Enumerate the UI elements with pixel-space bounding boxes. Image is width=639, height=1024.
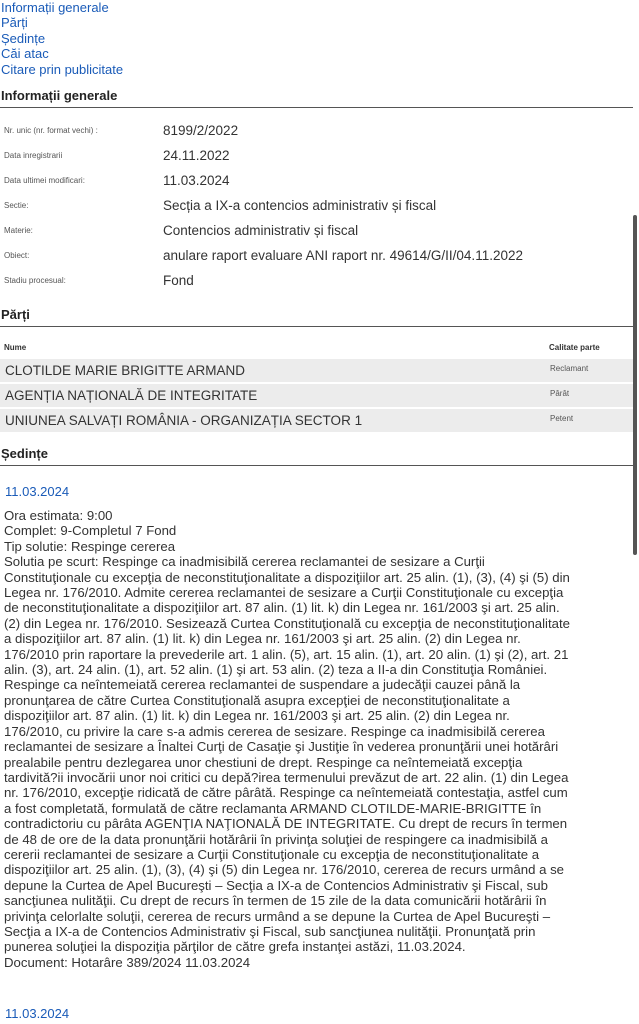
nav-link-informatii-generale[interactable]: Informații generale — [1, 0, 109, 15]
hearing-line: (2) din Legea nr. 176/2010. Sesizează Curtea Constituţională cu excepţia de neconstituţionalitate — [4, 615, 570, 631]
party-role: Petent — [550, 414, 574, 423]
nav-link-sedinte[interactable]: Ședințe — [1, 30, 46, 46]
hearing-line: de neconstituţionalitate a dispoziţiilor art. 87 alin. (1) lit. k) din Legea nr. 161/2003 şi art. 25 alin. — [4, 600, 560, 616]
hearing-line: Solutia pe scurt: Respinge ca inadmisibilă cererea reclamantei de sesizare a Curţii — [4, 554, 485, 570]
hearing-line: reclamantei de sesizare a Înaltei Curţi de Casaţie şi Justiţie în vederea pronunţării unei hotărâri — [4, 739, 559, 755]
table-row — [0, 359, 633, 383]
info-value: 11.03.2024 — [163, 173, 230, 188]
hearing-line: nr. 176/2010, excepţie ridicată de către pârâtă. Respinge ca neîntemeiată contestaţia, astfel cum — [4, 785, 568, 801]
info-value: anulare raport evaluare ANI raport nr. 49614/G/II/04.11.2022 — [163, 248, 523, 263]
table-row — [0, 384, 633, 408]
hearing-line: alin. (3), art. 24 alin. (1), art. 52 alin. (1) şi art. 53 alin. (2) teza a II-a din Constituţia României. — [4, 662, 548, 678]
hearing-line: Complet: 9-Completul 7 Fond — [4, 523, 177, 539]
nav-link-cai-atac[interactable]: Căi atac — [1, 46, 49, 62]
hearing-line: contradictoriu cu pârâta AGENŢIA NAŢIONALĂ DE INTEGRITATE. Cu drept de recurs în termen — [4, 816, 568, 832]
info-row-sectie — [0, 198, 633, 223]
info-value: Fond — [163, 273, 194, 288]
section-title-informatii-generale: Informații generale — [0, 88, 633, 108]
hearing-line: sancţiunea nulităţii. Cu drept de recurs în termen de 15 zile de la data comunicării hotărârii în — [4, 893, 547, 909]
info-label: Data inregistrarii — [4, 151, 63, 160]
info-label: Stadiu procesual: — [4, 276, 66, 285]
hearing-line: tardivită?ii invocării unor noi critici cu depă?irea termenului prevăzut de art. 22 alin. (1) din Legea — [4, 769, 569, 785]
hearing-line: punerea soluţiei la dispoziţia părţilor de către grefa instanţei astăzi, 11.03.2024. — [4, 939, 466, 955]
info-value: 8199/2/2022 — [163, 123, 239, 138]
table-row — [0, 409, 633, 433]
hearing-line: Secţia a IX-a de Contencios Administrativ şi Fiscal, sub sancţiunea nulităţii. Pronunţată prin — [4, 923, 536, 939]
hearing-line: cererii reclamantei de sesizare a Curţii Constituţionale cu excepţia de neconstituţionalitate a — [4, 846, 540, 862]
info-label: Data ultimei modificari: — [4, 176, 85, 185]
info-row-materie — [0, 223, 633, 248]
info-row-stadiu — [0, 273, 633, 298]
info-label: Obiect: — [4, 251, 30, 260]
hearing-line: Legea nr. 176/2010. Admite cererea reclamantei de sesizare a Curţii Constituţionale cu excepţia — [4, 585, 564, 601]
hearing-line: 176/2010 prin raportare la prevederile art. 1 alin. (5), art. 15 alin. (1), art. 20 alin. (1) şi (2), art. 21 — [4, 646, 569, 662]
hearing-line: depune la Curtea de Apel Bucureşti – Secţia a IX-a de Contencios Administrativ şi Fiscal, sub — [4, 877, 548, 893]
info-row-data-inregistrarii — [0, 148, 633, 173]
hearing-line: prealabile pentru dezlegarea unor chestiuni de drept. Respinge ca neîntemeiată excepţia — [4, 754, 523, 770]
section-title-parti: Părți — [0, 307, 633, 327]
nav-links — [0, 0, 639, 77]
info-row-nr-unic — [0, 123, 633, 148]
column-header-nume: Nume — [4, 343, 27, 352]
party-name: CLOTILDE MARIE BRIGITTE ARMAND — [5, 363, 246, 378]
nav-link-citare-publicitate[interactable]: Citare prin publicitate — [1, 61, 124, 77]
info-value: Secția a IX-a contencios administrativ și fiscal — [163, 198, 437, 213]
hearing-line: de 48 de ore de la data pronunţării hotărârii în privinţa soluţiei de respingere ca inadmisibilă a — [4, 831, 548, 847]
hearing-line: a fost completată, formulată de către reclamanta ARMAND CLOTILDE-MARIE-BRIGITTE în — [4, 800, 542, 816]
info-row-data-modificari — [0, 173, 633, 198]
column-header-calitate: Calitate parte — [549, 343, 600, 352]
party-name: AGENȚIA NAȚIONALĂ DE INTEGRITATE — [5, 388, 258, 403]
hearing-line: privinţa celorlalte soluţii, cererea de recurs urmând a se depune la Curtea de Apel Bucureşti – — [4, 908, 551, 924]
info-row-obiect — [0, 248, 633, 273]
hearing-date: 11.03.2024 — [5, 1006, 70, 1021]
hearing-line: dispoziţiilor art. 25 alin. (1), (3), (4) şi (5) din Legea nr. 176/2010, cererea de recurs urmând a se — [4, 862, 565, 878]
nav-link-parti[interactable]: Părți — [1, 15, 28, 31]
hearing-line: 176/2010, cu privire la care s-a admis cererea de sesizare. Respinge ca inadmisibilă cererea — [4, 723, 545, 739]
hearing-line: a dispoziţiilor art. 87 alin. (1) lit. k) din Legea nr. 161/2003 şi art. 25 alin. (2) din Legea nr. — [4, 631, 521, 647]
hearing-line: Respinge ca neîntemeiată cererea reclamantei de suspendare a judecăţii cauzei până la — [4, 677, 521, 693]
party-role: Pârât — [550, 389, 570, 398]
info-label: Nr. unic (nr. format vechi) : — [4, 126, 98, 135]
hearing-line: pronunţarea de către Curtea Constituţională asupra excepţiei de neconstituţionalitate a — [4, 692, 510, 708]
scrollbar[interactable] — [633, 215, 637, 555]
info-value: 24.11.2022 — [163, 148, 230, 163]
hearing-line: dispoziţiilor art. 87 alin. (1) lit. k) din Legea nr. 161/2003 şi art. 25 alin. (2) din Legea nr. — [4, 708, 510, 724]
section-title-sedinte: Ședințe — [0, 446, 633, 466]
hearing-line: Ora estimata: 9:00 — [4, 508, 113, 523]
party-role: Reclamant — [550, 364, 589, 373]
hearing-line: Constituţionale cu excepţia de neconstituţionalitate a dispoziţiilor art. 25 alin. (1), (3), (4) şi (5) din — [4, 569, 570, 585]
info-value: Contencios administrativ și fiscal — [163, 223, 359, 238]
hearing-document-line: Document: Hotarâre 389/2024 11.03.2024 — [4, 954, 251, 970]
info-label: Sectie: — [4, 201, 29, 210]
info-label: Materie: — [4, 226, 33, 235]
parti-table-header — [0, 337, 633, 359]
hearing-details — [4, 508, 632, 970]
hearing-line: Tip solutie: Respinge cererea — [4, 538, 176, 554]
party-name: UNIUNEA SALVAȚI ROMÂNIA - ORGANIZAȚIA SECTOR 1 — [5, 413, 363, 428]
hearing-date: 11.03.2024 — [5, 484, 70, 499]
